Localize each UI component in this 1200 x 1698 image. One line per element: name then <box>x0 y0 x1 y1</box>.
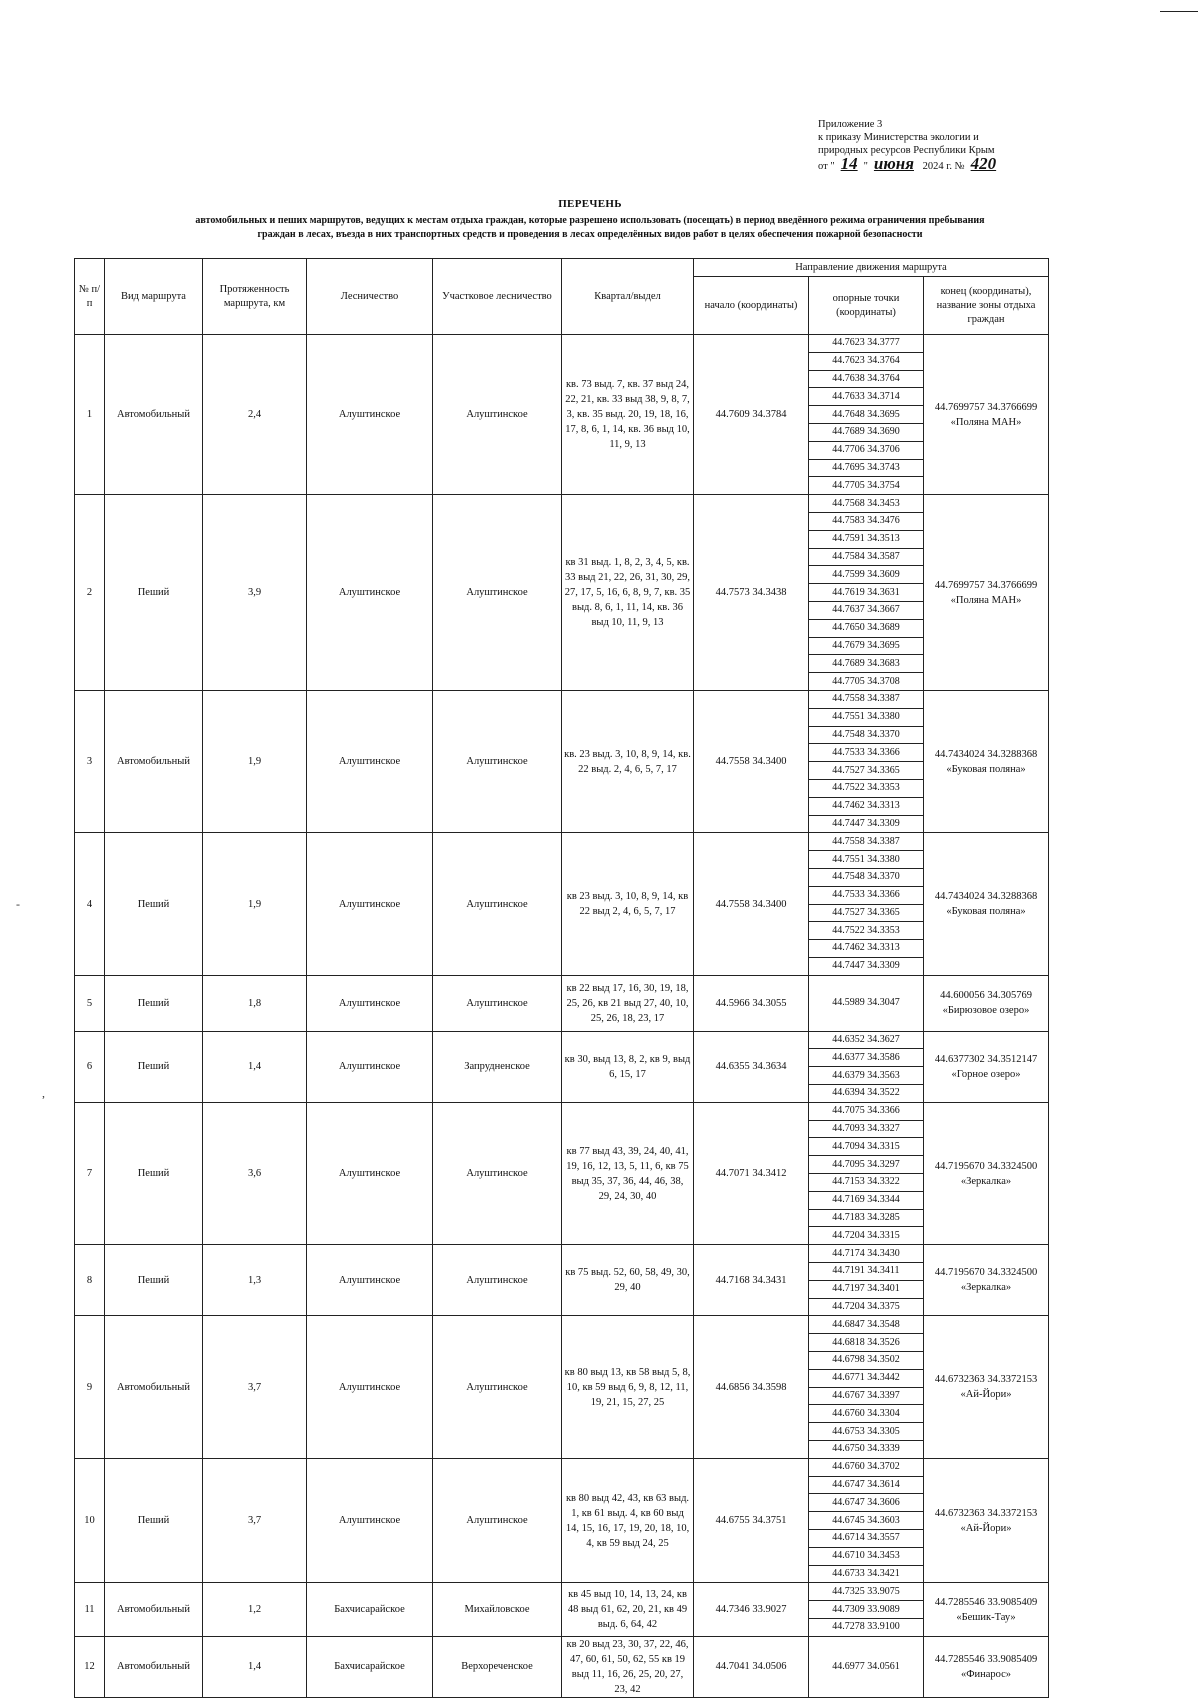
waypoint-coords: 44.7204 34.3315 <box>809 1227 924 1245</box>
recreation-zone-name: «Поляна МАН» <box>950 416 1022 428</box>
waypoint-coords: 44.7183 34.3285 <box>809 1209 924 1227</box>
quarter-plots: кв 22 выд 17, 16, 30, 19, 18, 25, 26, кв 21 выд 27, 40, 10, 25, 26, 18, 23, 17 <box>562 975 694 1031</box>
routes-table <box>74 258 1049 1698</box>
waypoint-coords: 44.6714 34.3557 <box>809 1530 924 1548</box>
route-length: 1,9 <box>203 833 307 975</box>
handwritten-day: 14 <box>840 154 858 173</box>
end-point <box>924 1316 1049 1458</box>
waypoint-coords: 44.6710 34.3453 <box>809 1547 924 1565</box>
row-num: 6 <box>75 1031 105 1102</box>
end-coords: 44.7285546 33.9085409 <box>934 1653 1038 1665</box>
row-num: 5 <box>75 975 105 1031</box>
appendix-block <box>818 118 1118 173</box>
handwritten-number: 420 <box>970 154 997 173</box>
forestry: Бахчисарайское <box>307 1636 433 1697</box>
forestry: Бахчисарайское <box>307 1583 433 1636</box>
end-point <box>924 335 1049 495</box>
district-forestry: Алуштинское <box>433 833 562 975</box>
row-num: 11 <box>75 1583 105 1636</box>
end-point <box>924 1245 1049 1316</box>
district-forestry: Алуштинское <box>433 690 562 832</box>
waypoint-coords: 44.7650 34.3689 <box>809 619 924 637</box>
waypoint-coords: 44.7462 34.3313 <box>809 940 924 958</box>
waypoint-coords: 44.7522 34.3353 <box>809 779 924 797</box>
quarter-plots: кв 80 выд 13, кв 58 выд 5, 8, 10, кв 59 выд 6, 9, 8, 12, 11, 19, 21, 15, 27, 25 <box>562 1316 694 1458</box>
table-row <box>75 1102 1049 1120</box>
waypoint-coords: 44.5989 34.3047 <box>809 975 924 1031</box>
recreation-zone-name: «Бешик-Тау» <box>956 1611 1016 1623</box>
route-type: Автомобильный <box>105 1316 203 1458</box>
waypoint-coords: 44.7558 34.3387 <box>809 833 924 851</box>
end-coords: 44.600056 34.305769 <box>940 990 1032 1002</box>
end-point <box>924 495 1049 691</box>
table-row <box>75 335 1049 353</box>
waypoint-coords: 44.7204 34.3375 <box>809 1298 924 1316</box>
appendix-line: к приказу Министерства экологии и <box>818 132 979 143</box>
district-forestry: Алуштинское <box>433 975 562 1031</box>
waypoint-coords: 44.7623 34.3777 <box>809 335 924 353</box>
quarter-plots: кв 77 выд 43, 39, 24, 40, 41, 19, 16, 12, 13, 5, 11, 6, кв 75 выд 35, 37, 36, 44, 46, 38, 29, 24, 30, 40 <box>562 1102 694 1244</box>
end-coords: 44.6732363 34.3372153 <box>934 1507 1038 1519</box>
recreation-zone-name: «Буковая поляна» <box>946 763 1026 775</box>
waypoint-coords: 44.7568 34.3453 <box>809 495 924 513</box>
end-point <box>924 1031 1049 1102</box>
quarter-plots: кв 80 выд 42, 43, кв 63 выд. 1, кв 61 выд. 4, кв 60 выд 14, 15, 16, 17, 19, 20, 18, 10, 4, кв 59 выд 24, 25 <box>562 1458 694 1583</box>
forestry: Алуштинское <box>307 1031 433 1102</box>
waypoint-coords: 44.7527 34.3365 <box>809 762 924 780</box>
route-type: Пеший <box>105 1245 203 1316</box>
route-length: 1,4 <box>203 1031 307 1102</box>
header-num: № п/п <box>75 259 105 335</box>
quarter-plots: кв 20 выд 23, 30, 37, 22, 46, 47, 60, 61, 50, 62, 55 кв 19 выд 11, 16, 26, 25, 20, 27, 23, 42 <box>562 1636 694 1697</box>
forestry: Алуштинское <box>307 1245 433 1316</box>
waypoint-coords: 44.7169 34.3344 <box>809 1191 924 1209</box>
waypoint-coords: 44.7551 34.3380 <box>809 708 924 726</box>
waypoint-coords: 44.7599 34.3609 <box>809 566 924 584</box>
waypoint-coords: 44.7706 34.3706 <box>809 441 924 459</box>
route-type: Пеший <box>105 975 203 1031</box>
route-type: Пеший <box>105 833 203 975</box>
quarter-plots: кв 75 выд. 52, 60, 58, 49, 30, 29, 40 <box>562 1245 694 1316</box>
forestry: Алуштинское <box>307 1316 433 1458</box>
end-point <box>924 690 1049 832</box>
route-length: 3,7 <box>203 1458 307 1583</box>
route-length: 1,8 <box>203 975 307 1031</box>
end-coords: 44.7434024 34.3288368 <box>934 748 1038 760</box>
waypoint-coords: 44.6760 34.3304 <box>809 1405 924 1423</box>
recreation-zone-name: «Буковая поляна» <box>946 906 1026 917</box>
route-length: 3,6 <box>203 1102 307 1244</box>
route-length: 1,4 <box>203 1636 307 1697</box>
route-type: Автомобильный <box>105 1636 203 1697</box>
row-num: 2 <box>75 495 105 691</box>
waypoint-coords: 44.7325 33.9075 <box>809 1583 924 1601</box>
waypoint-coords: 44.7695 34.3743 <box>809 459 924 477</box>
quarter-plots: кв 45 выд 10, 14, 13, 24, кв 48 выд 61, 62, 20, 21, кв 49 выд. 6, 64, 42 <box>562 1583 694 1636</box>
waypoint-coords: 44.7522 34.3353 <box>809 922 924 940</box>
forestry: Алуштинское <box>307 1102 433 1244</box>
waypoint-coords: 44.7527 34.3365 <box>809 904 924 922</box>
waypoint-coords: 44.7462 34.3313 <box>809 797 924 815</box>
forestry: Алуштинское <box>307 975 433 1031</box>
quarter-plots: кв. 23 выд. 3, 10, 8, 9, 14, кв. 22 выд. 2, 4, 6, 5, 7, 17 <box>562 690 694 832</box>
header-route-type: Вид маршрута <box>105 259 203 335</box>
route-length: 1,9 <box>203 690 307 832</box>
table-body <box>75 335 1049 1698</box>
start-coords: 44.7558 34.3400 <box>694 690 809 832</box>
end-point <box>924 1636 1049 1697</box>
waypoint-coords: 44.6767 34.3397 <box>809 1387 924 1405</box>
header-end: конец (координаты), название зоны отдыха граждан <box>924 277 1049 335</box>
district-forestry: Алуштинское <box>433 1245 562 1316</box>
route-type: Автомобильный <box>105 1583 203 1636</box>
waypoint-coords: 44.7705 34.3754 <box>809 477 924 495</box>
waypoint-coords: 44.7637 34.3667 <box>809 601 924 619</box>
corner-line <box>1160 11 1198 12</box>
waypoint-coords: 44.7153 34.3322 <box>809 1174 924 1192</box>
start-coords: 44.7168 34.3431 <box>694 1245 809 1316</box>
waypoint-coords: 44.6733 34.3421 <box>809 1565 924 1583</box>
quarter-plots: кв. 73 выд. 7, кв. 37 выд 24, 22, 21, кв. 33 выд 38, 9, 8, 7, 3, кв. 35 выд. 20, 19, 18, 16, 17, 8, 6, 1, 14, кв. 36 выд 10, 11, 9, 13 <box>562 335 694 495</box>
appendix-line: Приложение 3 <box>818 119 883 130</box>
route-type: Пеший <box>105 1102 203 1244</box>
waypoint-coords: 44.7623 34.3764 <box>809 352 924 370</box>
stray-mark: - <box>16 897 20 911</box>
waypoint-coords: 44.7551 34.3380 <box>809 851 924 869</box>
handwritten-month: июня <box>873 154 914 173</box>
waypoint-coords: 44.6753 34.3305 <box>809 1423 924 1441</box>
appendix-line: природных ресурсов Республики Крым <box>818 145 995 156</box>
district-forestry: Верхореченское <box>433 1636 562 1697</box>
table-row <box>75 1458 1049 1476</box>
route-length: 1,3 <box>203 1245 307 1316</box>
district-forestry: Михайловское <box>433 1583 562 1636</box>
table-row <box>75 1031 1049 1049</box>
start-coords: 44.5966 34.3055 <box>694 975 809 1031</box>
forestry: Алуштинское <box>307 690 433 832</box>
district-forestry: Запрудненское <box>433 1031 562 1102</box>
forestry: Алуштинское <box>307 335 433 495</box>
table-row <box>75 1636 1049 1697</box>
table-row <box>75 690 1049 708</box>
start-coords: 44.7558 34.3400 <box>694 833 809 975</box>
recreation-zone-name: «Финарос» <box>960 1668 1012 1680</box>
header-direction: Направление движения маршрута <box>694 259 1049 277</box>
header-length: Протяженность маршрута, км <box>203 259 307 335</box>
row-num: 1 <box>75 335 105 495</box>
row-num: 10 <box>75 1458 105 1583</box>
header-start: начало (координаты) <box>694 277 809 335</box>
recreation-zone-name: «Горное озеро» <box>951 1068 1021 1080</box>
waypoint-coords: 44.7584 34.3587 <box>809 548 924 566</box>
waypoint-coords: 44.6798 34.3502 <box>809 1352 924 1370</box>
district-forestry: Алуштинское <box>433 1458 562 1583</box>
table-row <box>75 1245 1049 1263</box>
waypoint-coords: 44.7548 34.3370 <box>809 726 924 744</box>
header-forestry: Лесничество <box>307 259 433 335</box>
end-point <box>924 975 1049 1031</box>
row-num: 12 <box>75 1636 105 1697</box>
start-coords: 44.7071 34.3412 <box>694 1102 809 1244</box>
stray-mark: , <box>42 1086 45 1100</box>
waypoint-coords: 44.6745 34.3603 <box>809 1512 924 1530</box>
waypoint-coords: 44.6747 34.3606 <box>809 1494 924 1512</box>
waypoint-coords: 44.6747 34.3614 <box>809 1476 924 1494</box>
waypoint-coords: 44.7619 34.3631 <box>809 584 924 602</box>
end-coords: 44.7434024 34.3288368 <box>934 891 1038 902</box>
route-type: Пеший <box>105 1031 203 1102</box>
end-coords: 44.7285546 33.9085409 <box>934 1596 1038 1608</box>
quarter-plots: кв 31 выд. 1, 8, 2, 3, 4, 5, кв. 33 выд 21, 22, 26, 31, 30, 29, 27, 17, 5, 16, 6, 8, 9, 7, кв. 35 выд. 8, 6, 1, 11, 14, кв. 36 выд 10, 11, 9, 13 <box>562 495 694 691</box>
waypoint-coords: 44.7278 33.9100 <box>809 1618 924 1636</box>
waypoint-coords: 44.7689 34.3683 <box>809 655 924 673</box>
row-num: 8 <box>75 1245 105 1316</box>
waypoint-coords: 44.6377 34.3586 <box>809 1049 924 1067</box>
route-length: 1,2 <box>203 1583 307 1636</box>
start-coords: 44.7573 34.3438 <box>694 495 809 691</box>
quarter-plots: кв 30, выд 13, 8, 2, кв 9, выд 6, 15, 17 <box>562 1031 694 1102</box>
table-row <box>75 833 1049 851</box>
table-row <box>75 495 1049 513</box>
route-type: Пеший <box>105 495 203 691</box>
end-coords: 44.7195670 34.3324500 <box>934 1267 1038 1279</box>
header-points: опорные точки (координаты) <box>809 277 924 335</box>
route-type: Пеший <box>105 1458 203 1583</box>
start-coords: 44.6355 34.3634 <box>694 1031 809 1102</box>
waypoint-coords: 44.7633 34.3714 <box>809 388 924 406</box>
route-length: 3,7 <box>203 1316 307 1458</box>
waypoint-coords: 44.7583 34.3476 <box>809 512 924 530</box>
end-point <box>924 833 1049 975</box>
recreation-zone-name: «Ай-Йори» <box>960 1389 1012 1401</box>
waypoint-coords: 44.7095 34.3297 <box>809 1156 924 1174</box>
end-coords: 44.7195670 34.3324500 <box>934 1160 1038 1172</box>
waypoint-coords: 44.7447 34.3309 <box>809 815 924 833</box>
row-num: 9 <box>75 1316 105 1458</box>
header-quarter: Квартал/выдел <box>562 259 694 335</box>
recreation-zone-name: «Зеркалка» <box>960 1282 1012 1294</box>
route-length: 3,9 <box>203 495 307 691</box>
forestry: Алуштинское <box>307 495 433 691</box>
route-length: 2,4 <box>203 335 307 495</box>
waypoint-coords: 44.6771 34.3442 <box>809 1369 924 1387</box>
waypoint-coords: 44.6394 34.3522 <box>809 1085 924 1103</box>
waypoint-coords: 44.7197 34.3401 <box>809 1280 924 1298</box>
start-coords: 44.6856 34.3598 <box>694 1316 809 1458</box>
end-coords: 44.6377302 34.3512147 <box>934 1053 1038 1065</box>
end-coords: 44.7699757 34.3766699 <box>934 579 1038 591</box>
waypoint-coords: 44.7533 34.3366 <box>809 744 924 762</box>
waypoint-coords: 44.7689 34.3690 <box>809 423 924 441</box>
waypoint-coords: 44.7094 34.3315 <box>809 1138 924 1156</box>
recreation-zone-name: «Ай-Йори» <box>960 1522 1012 1534</box>
table-row <box>75 975 1049 1031</box>
end-point <box>924 1583 1049 1636</box>
document-subtitle: автомобильных и пеших маршрутов, ведущих к местам отдыха граждан, которые разрешено использовать (посещать) в период введённого режима ограничения пребывания граждан в лесах, въезда в них транспортных средств и проведения в лесах определённых видов работ в целях обеспечения пожарной безопасности <box>195 215 985 240</box>
district-forestry: Алуштинское <box>433 335 562 495</box>
district-forestry: Алуштинское <box>433 495 562 691</box>
waypoint-coords: 44.7558 34.3387 <box>809 690 924 708</box>
recreation-zone-name: «Поляна МАН» <box>950 594 1022 606</box>
route-type: Автомобильный <box>105 335 203 495</box>
district-forestry: Алуштинское <box>433 1316 562 1458</box>
end-coords: 44.6732363 34.3372153 <box>934 1374 1038 1386</box>
waypoint-coords: 44.7533 34.3366 <box>809 886 924 904</box>
waypoint-coords: 44.7648 34.3695 <box>809 406 924 424</box>
waypoint-coords: 44.7705 34.3708 <box>809 673 924 691</box>
waypoint-coords: 44.6379 34.3563 <box>809 1067 924 1085</box>
header-district-forestry: Участковое лесничество <box>433 259 562 335</box>
appendix-date: от " 14 " июня 2024 г. № 420 <box>818 157 1118 173</box>
quarter-plots: кв 23 выд. 3, 10, 8, 9, 14, кв 22 выд 2, 4, 6, 5, 7, 17 <box>562 833 694 975</box>
recreation-zone-name: «Зеркалка» <box>960 1175 1012 1187</box>
table-row <box>75 1316 1049 1334</box>
waypoint-coords: 44.6818 34.3526 <box>809 1334 924 1352</box>
start-coords: 44.7041 34.0506 <box>694 1636 809 1697</box>
route-type: Автомобильный <box>105 690 203 832</box>
waypoint-coords: 44.7093 34.3327 <box>809 1120 924 1138</box>
waypoint-coords: 44.6760 34.3702 <box>809 1458 924 1476</box>
waypoint-coords: 44.7447 34.3309 <box>809 957 924 975</box>
end-point <box>924 1102 1049 1244</box>
waypoint-coords: 44.7309 33.9089 <box>809 1601 924 1619</box>
table-row <box>75 1583 1049 1601</box>
waypoint-coords: 44.7174 34.3430 <box>809 1245 924 1263</box>
waypoint-coords: 44.7679 34.3695 <box>809 637 924 655</box>
waypoint-coords: 44.7075 34.3366 <box>809 1102 924 1120</box>
end-coords: 44.7699757 34.3766699 <box>934 401 1038 413</box>
waypoint-coords: 44.6977 34.0561 <box>809 1636 924 1697</box>
forestry: Алуштинское <box>307 833 433 975</box>
recreation-zone-name: «Бирюзовое озеро» <box>942 1005 1030 1017</box>
end-point <box>924 1458 1049 1583</box>
district-forestry: Алуштинское <box>433 1102 562 1244</box>
waypoint-coords: 44.7548 34.3370 <box>809 868 924 886</box>
waypoint-coords: 44.6750 34.3339 <box>809 1441 924 1459</box>
waypoint-coords: 44.7638 34.3764 <box>809 370 924 388</box>
start-coords: 44.6755 34.3751 <box>694 1458 809 1583</box>
waypoint-coords: 44.6352 34.3627 <box>809 1031 924 1049</box>
document-title: ПЕРЕЧЕНЬ <box>558 198 622 210</box>
row-num: 3 <box>75 690 105 832</box>
waypoint-coords: 44.6847 34.3548 <box>809 1316 924 1334</box>
waypoint-coords: 44.7591 34.3513 <box>809 530 924 548</box>
row-num: 7 <box>75 1102 105 1244</box>
start-coords: 44.7609 34.3784 <box>694 335 809 495</box>
waypoint-coords: 44.7191 34.3411 <box>809 1263 924 1281</box>
start-coords: 44.7346 33.9027 <box>694 1583 809 1636</box>
row-num: 4 <box>75 833 105 975</box>
forestry: Алуштинское <box>307 1458 433 1583</box>
